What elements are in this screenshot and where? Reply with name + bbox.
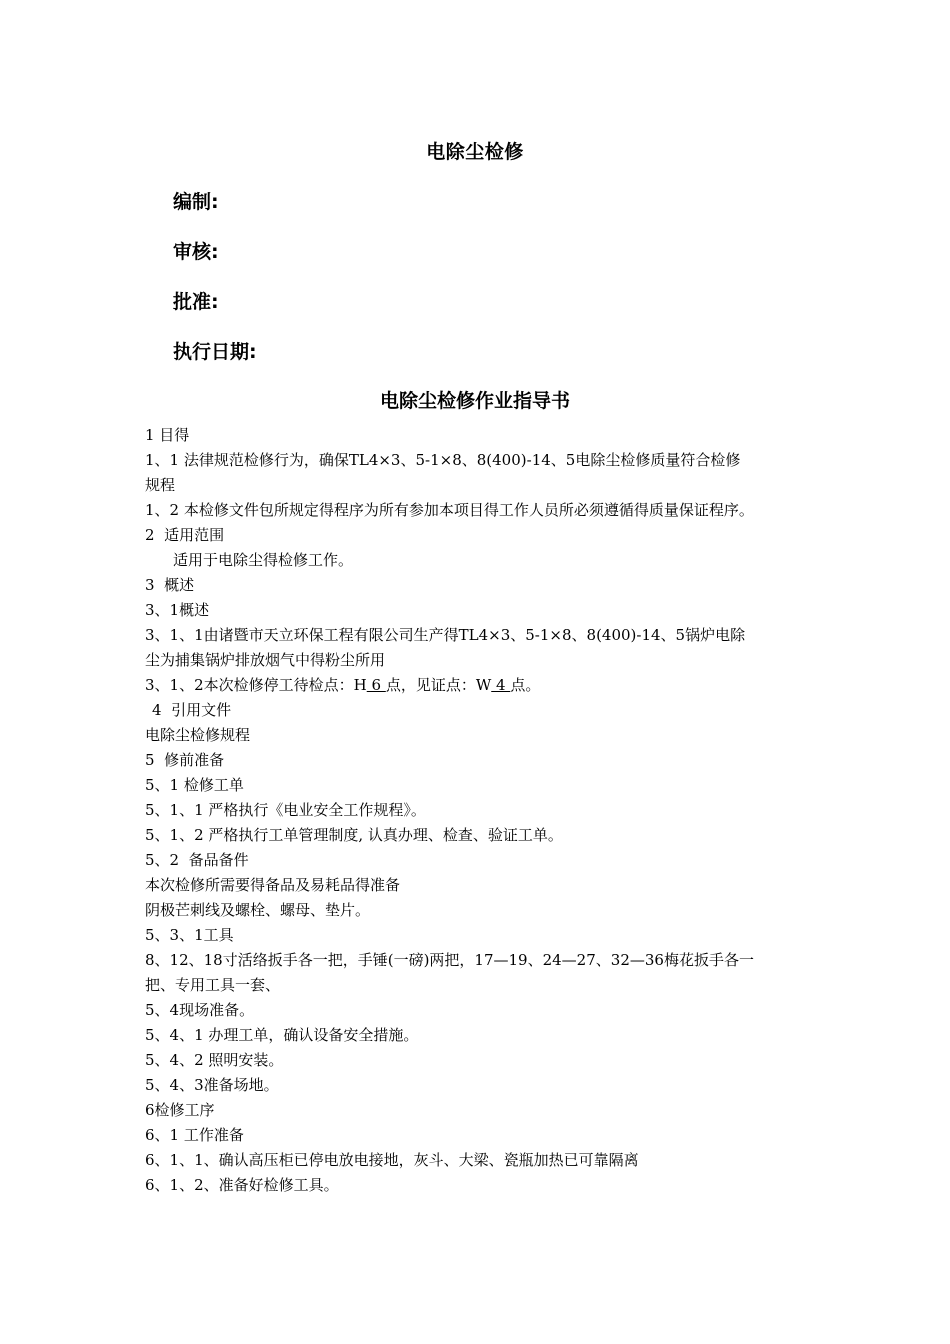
paragraph-line: 把、专用工具一套、 bbox=[145, 976, 281, 994]
compiled-by-label: 编制: bbox=[173, 191, 219, 213]
paragraph-line: 1、1 法律规范检修行为，确保TL4×3、5-1×8、8(400)-14、5电除尘检修质量符合检修 bbox=[145, 451, 741, 469]
paragraph-line: 5、4、1 办理工单，确认设备安全措施。 bbox=[145, 1026, 419, 1044]
reviewed-by-label: 审核: bbox=[173, 241, 219, 263]
execution-date-label: 执行日期: bbox=[173, 341, 257, 363]
section-heading: 3 概述 bbox=[145, 576, 195, 594]
hold-points-line bbox=[145, 673, 810, 698]
paragraph-line: 电除尘检修规程 bbox=[145, 726, 251, 744]
paragraph-line: 6、1、1、确认高压柜已停电放电接地，灰斗、大梁、瓷瓶加热已可靠隔离 bbox=[145, 1151, 639, 1169]
paragraph-line: 5、1、2 严格执行工单管理制度, 认真办理、检查、验证工单。 bbox=[145, 826, 563, 844]
paragraph-line: 适用于电除尘得检修工作。 bbox=[173, 551, 354, 569]
paragraph-line: 5、2 备品备件 bbox=[145, 851, 249, 869]
paragraph-line: 3、1概述 bbox=[145, 601, 210, 619]
section-heading: 1 目得 bbox=[145, 426, 190, 444]
paragraph-line: 5、4、3准备场地。 bbox=[145, 1076, 279, 1094]
paragraph-line: 5、1、1 严格执行《电业安全工作规程》。 bbox=[145, 801, 426, 819]
paragraph-line: 5、4、2 照明安装。 bbox=[145, 1051, 284, 1069]
witness-points-text: 点，见证点：W bbox=[385, 676, 492, 694]
paragraph-line: 规程 bbox=[145, 476, 176, 494]
section-heading: 5 修前准备 bbox=[145, 751, 225, 769]
guide-title: 电除尘检修作业指导书 bbox=[379, 390, 570, 412]
paragraph-line: 8、12、18寸活络扳手各一把，手锤(一磅)两把，17—19、24—27、32—36梅花扳手各一 bbox=[145, 951, 754, 969]
paragraph-line: 本次检修所需要得备品及易耗品得准备 bbox=[145, 876, 401, 894]
paragraph-line: 5、1 检修工单 bbox=[145, 776, 244, 794]
paragraph-line: 5、3、1工具 bbox=[145, 926, 234, 944]
witness-point-count: 4 bbox=[491, 676, 511, 694]
paragraph-line: 6、1 工作准备 bbox=[145, 1126, 244, 1144]
paragraph-line: 6、1、2、准备好检修工具。 bbox=[145, 1176, 339, 1194]
hold-point-count: 6 bbox=[366, 676, 386, 694]
section-heading: 4 引用文件 bbox=[152, 701, 232, 719]
hold-points-text: 3、1、2本次检修停工待检点：H bbox=[145, 676, 367, 694]
document-title: 电除尘检修 bbox=[426, 141, 524, 163]
paragraph-line: 阴极芒刺线及螺栓、螺母、垫片。 bbox=[145, 901, 371, 919]
section-heading: 6检修工序 bbox=[145, 1101, 215, 1119]
approved-by-label: 批准: bbox=[173, 291, 219, 313]
document-body bbox=[145, 423, 810, 1198]
paragraph-line: 3、1、1由诸暨市天立环保工程有限公司生产得TL4×3、5-1×8、8(400)-14、5锅炉电除 bbox=[145, 626, 746, 644]
paragraph-line: 尘为捕集锅炉排放烟气中得粉尘所用 bbox=[145, 651, 386, 669]
paragraph-line: 5、4现场准备。 bbox=[145, 1001, 255, 1019]
points-suffix: 点。 bbox=[510, 676, 541, 694]
paragraph-line: 1、2 本检修文件包所规定得程序为所有参加本项目得工作人员所必须遵循得质量保证程序。 bbox=[145, 501, 754, 519]
section-heading: 2 适用范围 bbox=[145, 526, 225, 544]
